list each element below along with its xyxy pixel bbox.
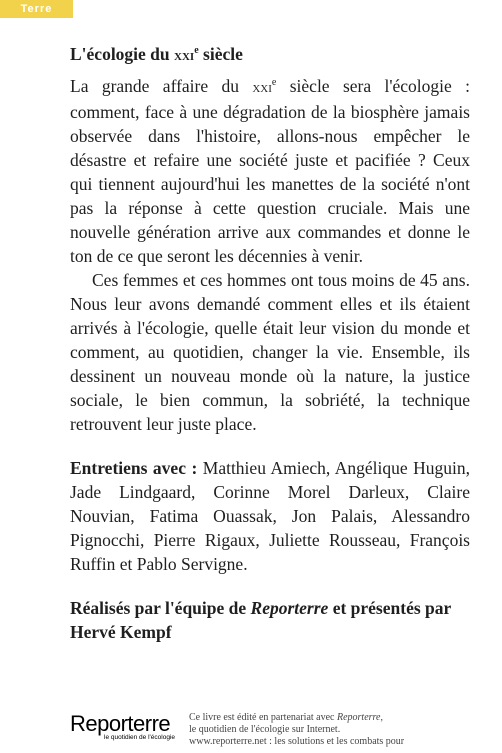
interviews-list: [70, 456, 470, 576]
p1-century-sup: e: [271, 76, 277, 88]
p1-century: xxi: [252, 79, 272, 96]
title-century-sup: e: [194, 45, 199, 56]
interviews-label: Entretiens avec :: [70, 457, 198, 478]
title-prefix: L'écologie du: [70, 43, 175, 64]
credits-after: et présentés par Hervé Kempf: [70, 597, 451, 642]
reporterre-logo: [70, 712, 182, 741]
page-title: [70, 40, 470, 67]
paragraph-2: Ces femmes et ces hommes ont tous moins de 45 ans. Nous leur avons demandé comment elles et ils étaient arrivés à l'écologie, quelle était leur vision du monde et comment, au quotidien, changer la vie. Ensemble, ils dessinent un nouveau monde où la nature, la justice sociale, le bien commun, la sobriété, la technique retrouvent leur juste place.: [70, 269, 470, 434]
logo-tagline: le quotidien de l'écologie: [104, 734, 175, 741]
back-cover-text: [70, 40, 470, 644]
note-line1-before: Ce livre est édité en partenariat avec: [189, 712, 337, 723]
body-text: [70, 71, 470, 436]
publisher-note-line2: le quotidien de l'écologie sur Internet.: [189, 724, 341, 735]
credits-before: Réalisés par l'équipe de: [70, 597, 251, 618]
p1-before: La grande affaire du: [70, 75, 253, 96]
section-tag: Terre: [0, 0, 73, 18]
publisher-note-line1: [189, 712, 489, 724]
note-line1-after: ,: [380, 712, 383, 723]
credits-publication: Reporterre: [250, 597, 329, 618]
title-suffix: siècle: [198, 43, 243, 64]
p1-after: siècle sera l'écologie : comment, face à une dégradation de la biosphère jamais observée dans l'histoire, allons-nous empêcher le désastre et refaire une société juste et pacifiée ? Ceux qui tiennent aujourd'hui les manettes de la société n'ont pas la réponse à cette question cruciale. Mais une nouvelle génération arrive aux commandes et donne le ton de ce que seront les décennies à venir.: [70, 75, 470, 266]
footer: [70, 712, 480, 753]
publisher-note-line3: www.reporterre.net : les solutions et les combats pour: [189, 736, 405, 747]
interviews-names: Matthieu Amiech, Angélique Huguin, Jade Lindgaard, Corinne Morel Darleux, Claire Nouvian, Fatima Ouassak, Jon Palais, Alessandro Pignocchi, Pierre Rigaux, Juliette Rousseau, François Ruffin et Pablo Servigne.: [70, 457, 470, 574]
logo-wordmark: Reporterre: [70, 711, 171, 736]
title-century: xxi: [174, 47, 195, 64]
credits: [70, 596, 470, 644]
note-line1-publication: Reporterre: [336, 712, 381, 723]
paragraph-1: [70, 71, 470, 268]
publisher-note: [189, 712, 489, 748]
